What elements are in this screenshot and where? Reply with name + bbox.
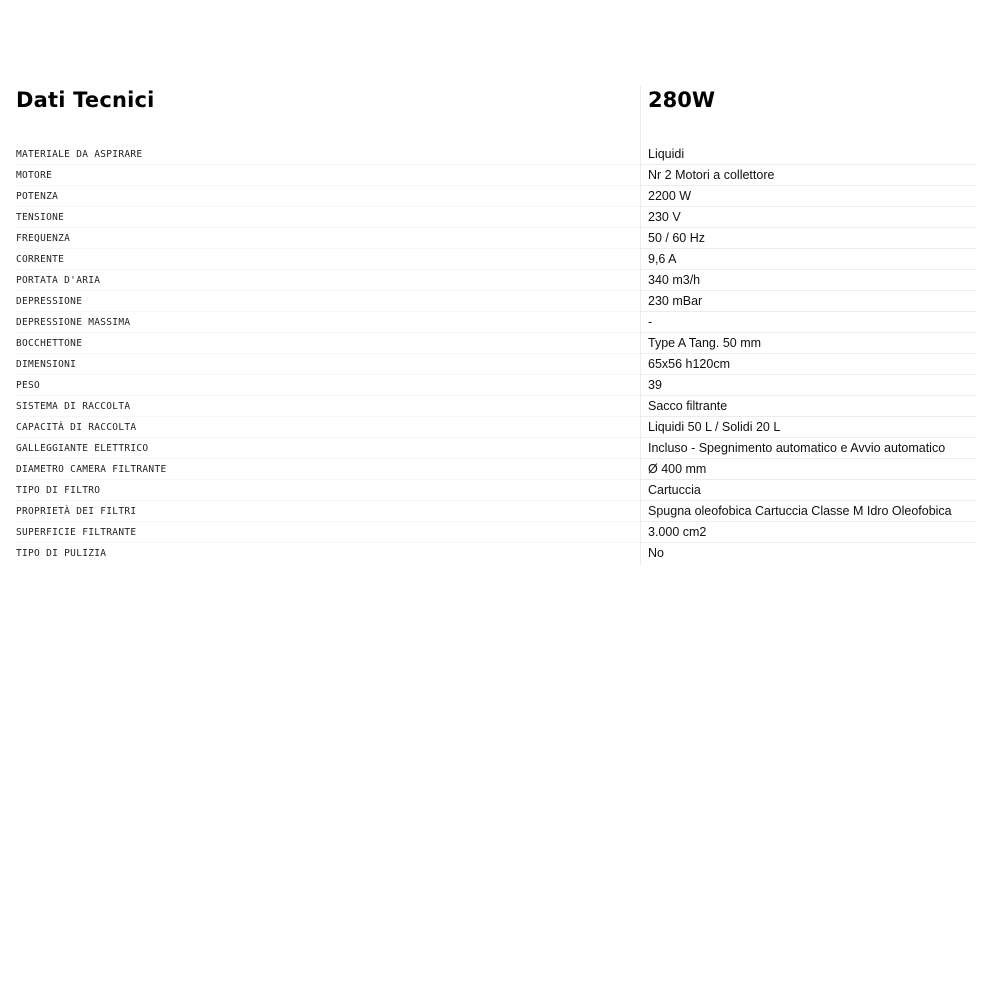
spec-value: - [648, 315, 653, 329]
spec-value: Sacco filtrante [648, 399, 728, 413]
spec-label: PESO [16, 380, 41, 391]
spec-value: Type A Tang. 50 mm [648, 336, 762, 350]
spec-row [0, 522, 1000, 543]
spec-row [0, 186, 1000, 207]
spec-row [0, 207, 1000, 228]
spec-value: 2200 W [648, 189, 692, 203]
spec-label: POTENZA [16, 191, 59, 202]
spec-value: 230 mBar [648, 294, 703, 308]
spec-label: FREQUENZA [16, 233, 71, 244]
spec-label: CORRENTE [16, 254, 65, 265]
spec-row [0, 375, 1000, 396]
spec-value: 9,6 A [648, 252, 677, 266]
spec-label: MATERIALE DA ASPIRARE [16, 149, 143, 160]
spec-row [0, 228, 1000, 249]
spec-label: TIPO DI FILTRO [16, 485, 101, 496]
spec-row [0, 438, 1000, 459]
spec-label: GALLEGGIANTE ELETTRICO [16, 443, 149, 454]
spec-value: 39 [648, 378, 662, 392]
spec-row [0, 459, 1000, 480]
spec-row [0, 354, 1000, 375]
spec-value: Liquidi [648, 147, 685, 161]
spec-row [0, 144, 1000, 165]
spec-label: BOCCHETTONE [16, 338, 83, 349]
spec-label: TIPO DI PULIZIA [16, 548, 107, 559]
spec-row [0, 543, 1000, 564]
spec-label: SISTEMA DI RACCOLTA [16, 401, 131, 412]
spec-label: MOTORE [16, 170, 53, 181]
spec-row [0, 417, 1000, 438]
spec-value: 3.000 cm2 [648, 525, 707, 539]
model-title: 280W [648, 88, 715, 112]
spec-label: DIMENSIONI [16, 359, 77, 370]
spec-value: 65x56 h120cm [648, 357, 731, 371]
spec-value: 230 V [648, 210, 681, 224]
spec-label: DEPRESSIONE MASSIMA [16, 317, 131, 328]
spec-value: Nr 2 Motori a collettore [648, 168, 775, 182]
section-title: Dati Tecnici [16, 88, 155, 112]
spec-row [0, 249, 1000, 270]
spec-row [0, 333, 1000, 354]
spec-row [0, 270, 1000, 291]
spec-row [0, 396, 1000, 417]
spec-table [0, 144, 1000, 564]
spec-row [0, 501, 1000, 522]
spec-value: 340 m3/h [648, 273, 701, 287]
spec-label: TENSIONE [16, 212, 65, 223]
spec-label: SUPERFICIE FILTRANTE [16, 527, 137, 538]
spec-value: Cartuccia [648, 483, 701, 497]
spec-row [0, 480, 1000, 501]
spec-label: CAPACITÀ DI RACCOLTA [16, 422, 137, 433]
spec-label: PROPRIETÀ DEI FILTRI [16, 506, 137, 517]
spec-value: Incluso - Spegnimento automatico e Avvio automatico [648, 441, 946, 455]
spec-value: Spugna oleofobica Cartuccia Classe M Idro Oleofobica [648, 504, 952, 518]
spec-value: Ø 400 mm [648, 462, 707, 476]
spec-row [0, 165, 1000, 186]
spec-row [0, 312, 1000, 333]
spec-label: PORTATA D'ARIA [16, 275, 101, 286]
spec-value: No [648, 546, 664, 560]
spec-label: DEPRESSIONE [16, 296, 83, 307]
spec-value: 50 / 60 Hz [648, 231, 705, 245]
spec-label: DIAMETRO CAMERA FILTRANTE [16, 464, 167, 475]
spec-value: Liquidi 50 L / Solidi 20 L [648, 420, 781, 434]
spec-row [0, 291, 1000, 312]
